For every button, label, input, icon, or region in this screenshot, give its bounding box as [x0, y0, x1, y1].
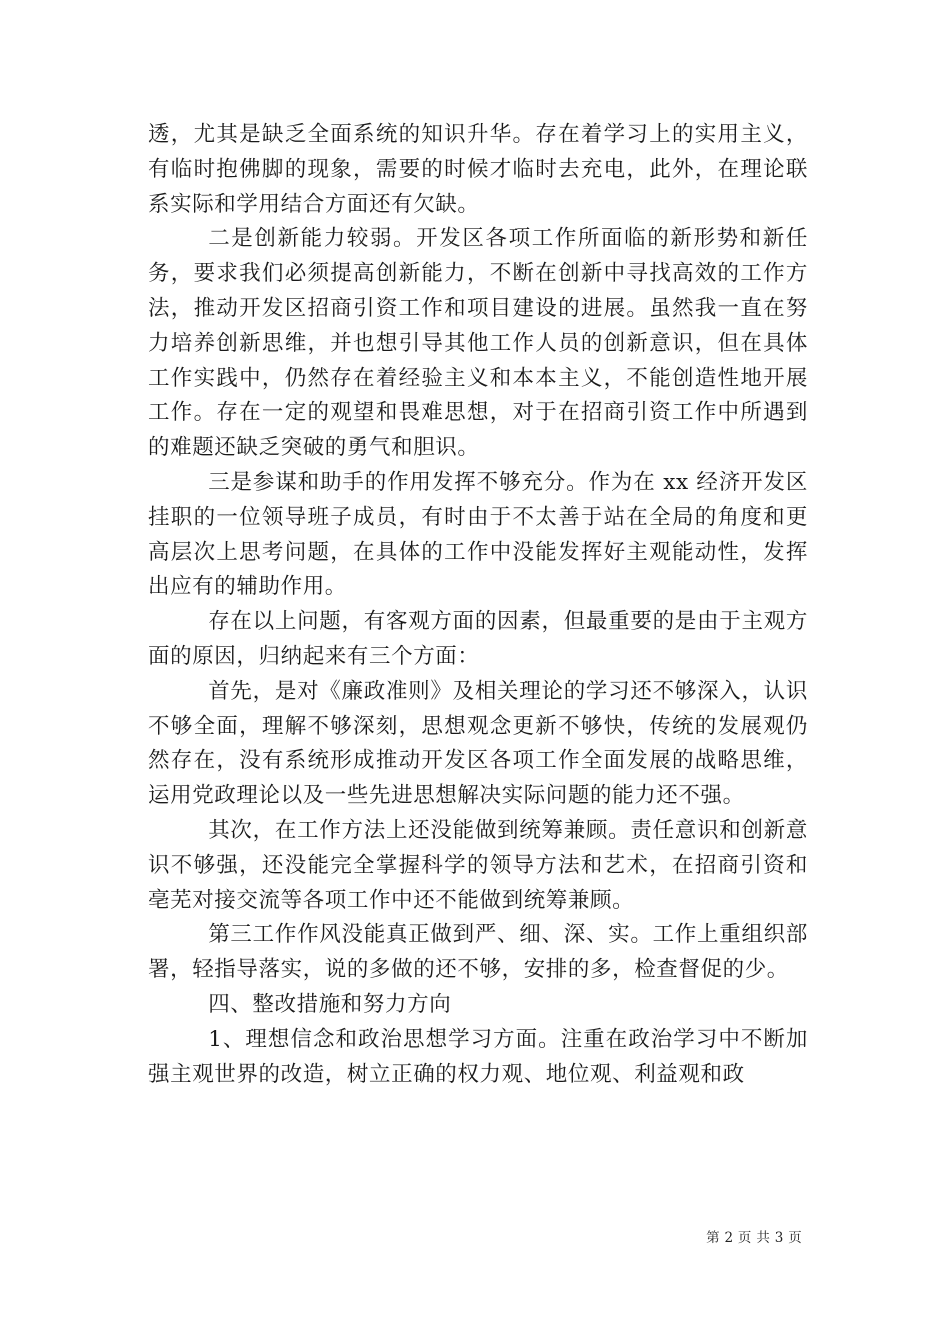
document-body: [148, 118, 808, 1092]
paragraph-second-cause: 其次，在工作方法上还没能做到统筹兼顾。责任意识和创新意识不够强，还没能完全掌握科学的领导方法和艺术，在招商引资和亳芜对接交流等各项工作中还不能做到统筹兼顾。: [148, 817, 808, 913]
paragraph-third-cause: 第三工作作风没能真正做到严、细、深、实。工作上重组织部署，轻指导落实，说的多做的还不够，安排的多，检查督促的少。: [148, 922, 808, 983]
paragraph-first-cause: 首先，是对《廉政准则》及相关理论的学习还不够深入，认识不够全面，理解不够深刻，思想观念更新不够快，传统的发展观仍然存在，没有系统形成推动开发区各项工作全面发展的战略思维，运用党政理论以及一些先进思想解决实际问题的能力还不强。: [148, 678, 808, 809]
page-number-footer: 第 2 页 共 3 页: [706, 1230, 802, 1246]
paragraph-causes-intro: 存在以上问题，有客观方面的因素，但最重要的是由于主观方面的原因，归纳起来有三个方面：: [148, 609, 808, 669]
paragraph-continuation: 透，尤其是缺乏全面系统的知识升华。存在着学习上的实用主义，有临时抱佛脚的现象，需要的时候才临时去充电，此外，在理论联系实际和学用结合方面还有欠缺。: [148, 122, 808, 217]
paragraph-advisor-role: 三是参谋和助手的作用发挥不够充分。作为在 xx 经济开发区挂职的一位领导班子成员，有时由于不太善于站在全局的角度和更高层次上思考问题，在具体的工作中没能发挥好主观能动性，发挥出应有的辅助作用。: [148, 469, 808, 600]
paragraph-innovation: 二是创新能力较弱。开发区各项工作所面临的新形势和新任务，要求我们必须提高创新能力，不断在创新中寻找高效的工作方法，推动开发区招商引资工作和项目建设的进展。虽然我一直在努力培养创新思维，并也想引导其他工作人员的创新意识，但在具体工作实践中，仍然存在着经验主义和本本主义，不能创造性地开展工作。存在一定的观望和畏难思想，对于在招商引资工作中所遇到的难题还缺乏突破的勇气和胆识。: [148, 226, 808, 461]
paragraph-measure-one: 1、理想信念和政治思想学习方面。注重在政治学习中不断加强主观世界的改造，树立正确的权力观、地位观、利益观和政: [148, 1026, 808, 1087]
section-heading-rectification: 四、整改措施和努力方向: [208, 991, 452, 1017]
